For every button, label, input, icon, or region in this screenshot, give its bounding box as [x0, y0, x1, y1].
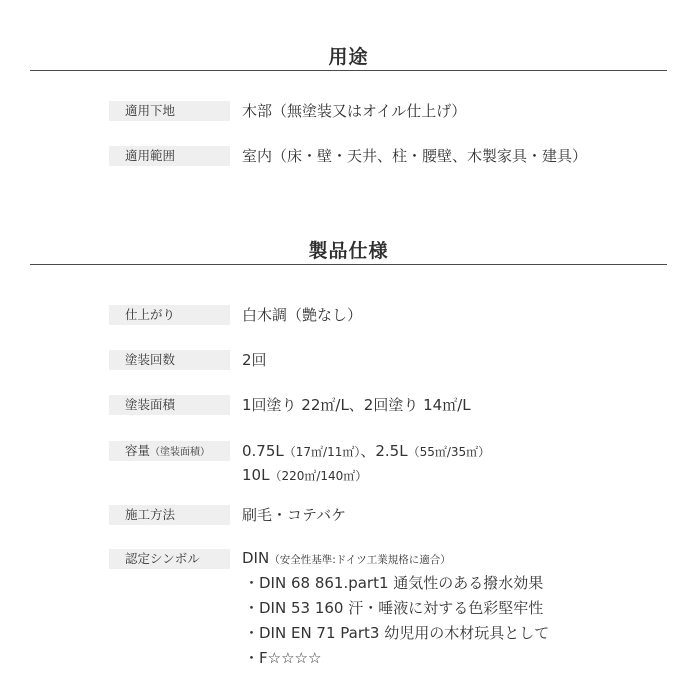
coat-count-value: 2回 [242, 351, 267, 369]
usage-section-title: 用途 [328, 46, 369, 68]
certification-item: ・DIN EN 71 Part3 幼児用の木材玩具として [244, 624, 550, 642]
certification-label: 認定シンボル [109, 549, 230, 569]
coat-count-label: 塗装回数 [109, 350, 230, 370]
capacity-separator: 、 [360, 442, 376, 460]
capacity-label-sub: （塗装面積） [150, 447, 211, 458]
finish-value: 白木調（艶なし） [242, 306, 363, 324]
capacity-line-1 [242, 441, 490, 462]
spec-section-title: 製品仕様 [308, 240, 389, 262]
din-description: （安全性基準:ドイツ工業規格に適合） [269, 554, 451, 566]
application-range-label: 適用範囲 [109, 146, 230, 166]
spec-section-divider [30, 264, 667, 265]
capacity-size-large: 10L [242, 466, 270, 484]
certification-item: ・DIN 68 861.part1 通気性のある撥水効果 [244, 574, 544, 592]
certification-item: ・DIN 53 160 汗・唾液に対する色彩堅牢性 [244, 599, 544, 617]
usage-section-divider [30, 70, 667, 71]
finish-label: 仕上がり [109, 305, 230, 325]
application-range-value: 室内（床・壁・天井、柱・腰壁、木製家具・建具） [242, 147, 588, 165]
capacity-line-2 [242, 465, 367, 486]
method-label: 施工方法 [109, 505, 230, 525]
capacity-size-large-coverage: （220㎡/140㎡） [269, 469, 368, 483]
substrate-label: 適用下地 [109, 101, 230, 121]
substrate-value: 木部（無塗装又はオイル仕上げ） [242, 102, 467, 120]
capacity-label [109, 441, 230, 461]
din-label: DIN [242, 549, 270, 567]
coverage-value: 1回塗り 22㎡/L、2回塗り 14㎡/L [242, 396, 471, 414]
certification-item: ・F☆☆☆☆ [244, 649, 322, 667]
coverage-label: 塗装面積 [109, 395, 230, 415]
capacity-size-small-coverage: （17㎡/11㎡） [283, 445, 361, 459]
capacity-size-small: 0.75L [242, 442, 284, 460]
method-value: 刷毛・コテバケ [242, 506, 347, 524]
capacity-size-medium: 2.5L [375, 442, 408, 460]
capacity-label-main: 容量 [125, 443, 151, 458]
certification-head [242, 548, 451, 570]
capacity-size-medium-coverage: （55㎡/35㎡） [407, 445, 491, 459]
